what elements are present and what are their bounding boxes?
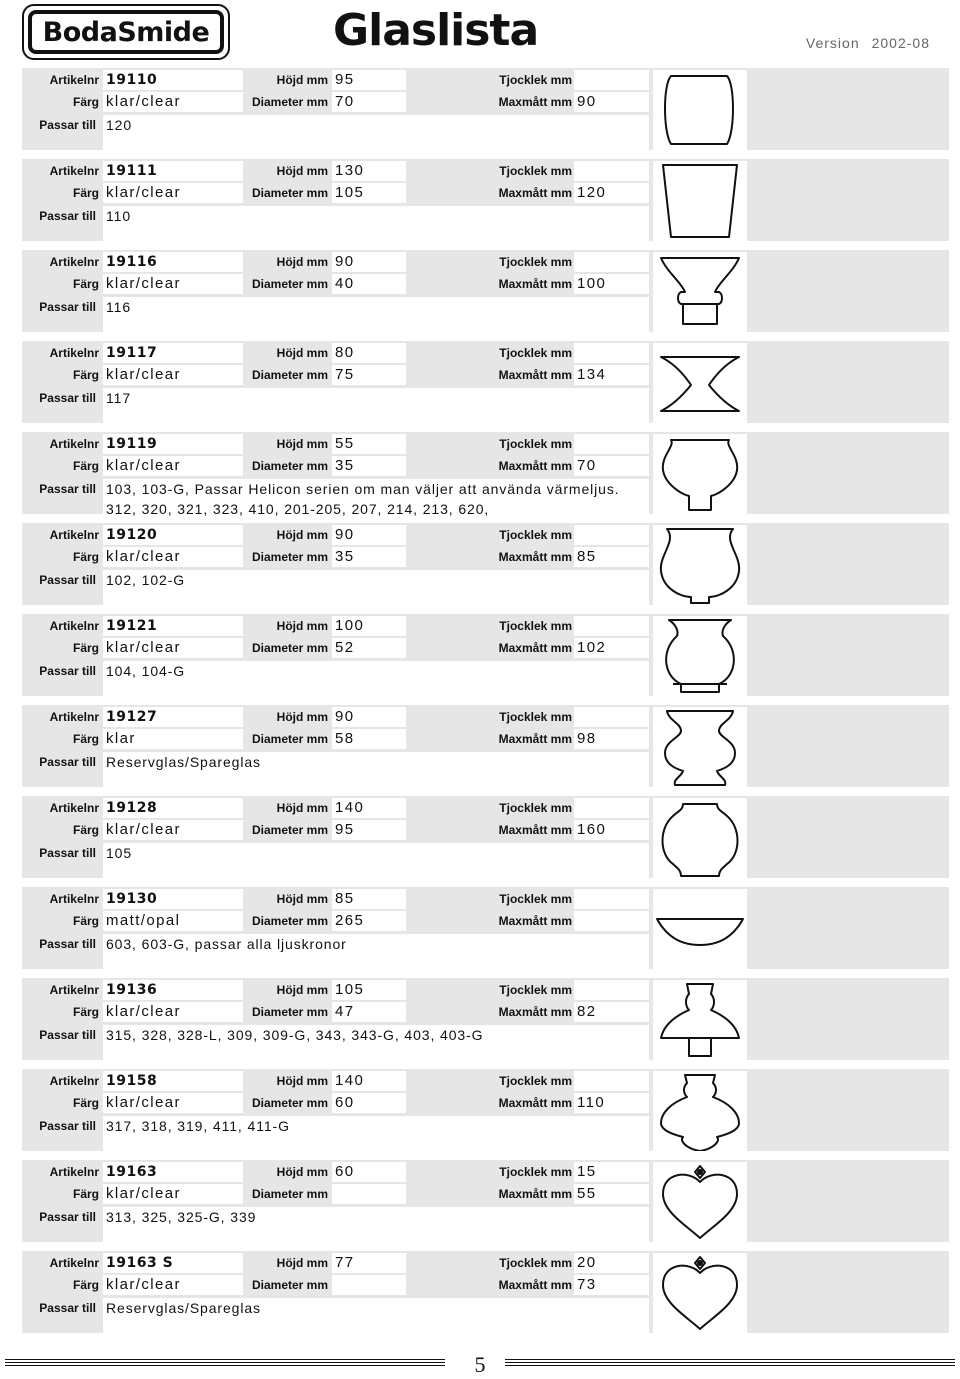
- tjocklek-value: [574, 798, 649, 818]
- maxmatt-value: 73: [574, 1275, 649, 1295]
- diameter-value: 60: [332, 1093, 406, 1113]
- diameter-label: Diameter mm: [251, 277, 328, 291]
- hojd-label: Höjd mm: [276, 801, 328, 815]
- glass-drawing: [653, 1253, 747, 1333]
- page-header: [0, 0, 960, 68]
- passar-value: 313, 325, 325-G, 339: [103, 1207, 649, 1249]
- hojd-value: 140: [332, 798, 406, 818]
- artikelnr-label: Artikelnr: [49, 255, 99, 269]
- diameter-value: 47: [332, 1002, 406, 1022]
- tjocklek-label: Tjocklek mm: [499, 437, 572, 451]
- passar-value: 116: [103, 297, 649, 339]
- artikelnr-value: 19130: [103, 889, 243, 909]
- passar-label: Passar till: [39, 209, 96, 223]
- glass-entry: [22, 159, 949, 250]
- maxmatt-value: 85: [574, 547, 649, 567]
- version-date: 2002-08: [871, 35, 930, 51]
- maxmatt-label: Maxmått mm: [498, 368, 572, 382]
- hojd-label: Höjd mm: [276, 255, 328, 269]
- maxmatt-value: 82: [574, 1002, 649, 1022]
- glass-entry: [22, 1160, 949, 1251]
- maxmatt-label: Maxmått mm: [498, 1096, 572, 1110]
- passar-value: 110: [103, 206, 649, 248]
- glass-drawing: [653, 707, 747, 787]
- farg-value: klar/clear: [103, 820, 243, 840]
- diameter-label: Diameter mm: [251, 1278, 328, 1292]
- hojd-value: 90: [332, 525, 406, 545]
- farg-value: klar/clear: [103, 1093, 243, 1113]
- tjocklek-label: Tjocklek mm: [499, 73, 572, 87]
- bell-shade-icon: [653, 980, 747, 1060]
- bodasmide-logo: [22, 4, 230, 60]
- farg-value: matt/opal: [103, 911, 243, 931]
- diameter-value: 105: [332, 183, 406, 203]
- farg-value: klar/clear: [103, 547, 243, 567]
- artikelnr-value: 19163: [103, 1162, 243, 1182]
- artikelnr-label: Artikelnr: [49, 346, 99, 360]
- tjocklek-label: Tjocklek mm: [499, 1165, 572, 1179]
- tjocklek-label: Tjocklek mm: [499, 983, 572, 997]
- passar-label: Passar till: [39, 1210, 96, 1224]
- urn-glass-icon: [653, 616, 747, 696]
- diameter-value: 75: [332, 365, 406, 385]
- passar-label: Passar till: [39, 1301, 96, 1315]
- maxmatt-label: Maxmått mm: [498, 914, 572, 928]
- hojd-label: Höjd mm: [276, 346, 328, 360]
- farg-value: klar/clear: [103, 365, 243, 385]
- drop-shade-icon: [653, 1071, 747, 1151]
- maxmatt-label: Maxmått mm: [498, 550, 572, 564]
- farg-label: Färg: [72, 186, 99, 200]
- artikelnr-value: 19121: [103, 616, 243, 636]
- passar-value: 104, 104-G: [103, 661, 649, 703]
- passar-label: Passar till: [39, 1119, 96, 1133]
- artikelnr-label: Artikelnr: [49, 164, 99, 178]
- diameter-value: [332, 1184, 406, 1204]
- double-flared-shade-icon: [653, 343, 747, 423]
- artikelnr-label: Artikelnr: [49, 1165, 99, 1179]
- glass-entry: [22, 887, 949, 978]
- page-number: 5: [474, 1352, 486, 1377]
- flat-dish-icon: [653, 889, 747, 969]
- artikelnr-value: 19117: [103, 343, 243, 363]
- hojd-label: Höjd mm: [276, 710, 328, 724]
- passar-value: 120: [103, 115, 649, 157]
- maxmatt-label: Maxmått mm: [498, 277, 572, 291]
- tulip-glass-icon: [653, 525, 747, 605]
- farg-value: klar/clear: [103, 1002, 243, 1022]
- hojd-value: 60: [332, 1162, 406, 1182]
- maxmatt-label: Maxmått mm: [498, 1278, 572, 1292]
- diameter-value: 52: [332, 638, 406, 658]
- tjocklek-label: Tjocklek mm: [499, 710, 572, 724]
- artikelnr-label: Artikelnr: [49, 73, 99, 87]
- maxmatt-label: Maxmått mm: [498, 1187, 572, 1201]
- tjocklek-label: Tjocklek mm: [499, 528, 572, 542]
- hojd-label: Höjd mm: [276, 619, 328, 633]
- diameter-label: Diameter mm: [251, 732, 328, 746]
- glass-entry: [22, 614, 949, 705]
- diameter-value: 35: [332, 456, 406, 476]
- bowl-shade-icon: [653, 434, 747, 514]
- farg-label: Färg: [72, 641, 99, 655]
- diameter-label: Diameter mm: [251, 368, 328, 382]
- footer-rule-left: [5, 1359, 445, 1368]
- glass-entry: [22, 1251, 949, 1342]
- farg-label: Färg: [72, 368, 99, 382]
- glass-drawing: [653, 343, 747, 423]
- farg-value: klar/clear: [103, 274, 243, 294]
- glass-list: [22, 68, 949, 1342]
- glass-drawing: [653, 434, 747, 514]
- artikelnr-value: 19111: [103, 161, 243, 181]
- glass-drawing: [653, 252, 747, 332]
- farg-value: klar/clear: [103, 638, 243, 658]
- artikelnr-value: 19110: [103, 70, 243, 90]
- hojd-value: 105: [332, 980, 406, 1000]
- maxmatt-value: 70: [574, 456, 649, 476]
- glass-drawing: [653, 525, 747, 605]
- tjocklek-label: Tjocklek mm: [499, 801, 572, 815]
- diameter-value: 70: [332, 92, 406, 112]
- maxmatt-label: Maxmått mm: [498, 186, 572, 200]
- tjocklek-value: [574, 343, 649, 363]
- heart-pendant-icon: [653, 1253, 747, 1333]
- hojd-value: 130: [332, 161, 406, 181]
- farg-label: Färg: [72, 277, 99, 291]
- glass-entry: [22, 68, 949, 159]
- diameter-value: 40: [332, 274, 406, 294]
- hojd-value: 85: [332, 889, 406, 909]
- farg-label: Färg: [72, 459, 99, 473]
- page-footer: [0, 1350, 960, 1379]
- glass-drawing: [653, 161, 747, 241]
- tjocklek-value: [574, 434, 649, 454]
- diameter-value: 35: [332, 547, 406, 567]
- tjocklek-label: Tjocklek mm: [499, 255, 572, 269]
- passar-label: Passar till: [39, 391, 96, 405]
- passar-value: Reservglas/Spareglas: [103, 1298, 649, 1340]
- diameter-label: Diameter mm: [251, 186, 328, 200]
- glass-entry: [22, 705, 949, 796]
- farg-label: Färg: [72, 732, 99, 746]
- tjocklek-value: [574, 707, 649, 727]
- artikelnr-label: Artikelnr: [49, 892, 99, 906]
- farg-label: Färg: [72, 1096, 99, 1110]
- passar-label: Passar till: [39, 846, 96, 860]
- glass-drawing: [653, 1071, 747, 1151]
- artikelnr-label: Artikelnr: [49, 983, 99, 997]
- artikelnr-value: 19128: [103, 798, 243, 818]
- passar-label: Passar till: [39, 664, 96, 678]
- glass-drawing: [653, 798, 747, 878]
- tjocklek-label: Tjocklek mm: [499, 346, 572, 360]
- maxmatt-label: Maxmått mm: [498, 823, 572, 837]
- tjocklek-value: [574, 889, 649, 909]
- farg-label: Färg: [72, 550, 99, 564]
- passar-label: Passar till: [39, 1028, 96, 1042]
- maxmatt-value: 110: [574, 1093, 649, 1113]
- glass-drawing: [653, 980, 747, 1060]
- farg-label: Färg: [72, 1005, 99, 1019]
- passar-value: 117: [103, 388, 649, 430]
- farg-value: klar/clear: [103, 1275, 243, 1295]
- maxmatt-value: 120: [574, 183, 649, 203]
- passar-label: Passar till: [39, 755, 96, 769]
- tjocklek-label: Tjocklek mm: [499, 1074, 572, 1088]
- maxmatt-label: Maxmått mm: [498, 641, 572, 655]
- glass-entry: [22, 796, 949, 887]
- glass-entry: [22, 523, 949, 614]
- farg-label: Färg: [72, 1278, 99, 1292]
- farg-value: klar/clear: [103, 92, 243, 112]
- version-label: Version: [805, 35, 860, 51]
- tjocklek-value: [574, 616, 649, 636]
- round-globe-icon: [653, 798, 747, 878]
- farg-label: Färg: [72, 1187, 99, 1201]
- diameter-label: Diameter mm: [251, 914, 328, 928]
- maxmatt-value: 98: [574, 729, 649, 749]
- artikelnr-value: 19127: [103, 707, 243, 727]
- farg-label: Färg: [72, 914, 99, 928]
- version-info: [806, 35, 930, 51]
- tjocklek-value: 15: [574, 1162, 649, 1182]
- maxmatt-label: Maxmått mm: [498, 459, 572, 473]
- maxmatt-value: 100: [574, 274, 649, 294]
- farg-value: klar/clear: [103, 183, 243, 203]
- diameter-label: Diameter mm: [251, 823, 328, 837]
- hojd-value: 90: [332, 252, 406, 272]
- diameter-label: Diameter mm: [251, 1096, 328, 1110]
- wavy-glass-icon: [653, 707, 747, 787]
- glass-drawing: [653, 616, 747, 696]
- hojd-value: 80: [332, 343, 406, 363]
- glass-drawing: [653, 889, 747, 969]
- hojd-value: 140: [332, 1071, 406, 1091]
- tjocklek-value: [574, 252, 649, 272]
- glass-entry: [22, 341, 949, 432]
- passar-value: 103, 103-G, Passar Helicon serien om man väljer att använda värmeljus. 312, 320, 321, 323, 410, 201-205, 207, 214, 213, 620,: [103, 479, 649, 521]
- cylinder-glass-icon: [653, 70, 747, 150]
- passar-value: 317, 318, 319, 411, 411-G: [103, 1116, 649, 1158]
- tjocklek-value: [574, 161, 649, 181]
- farg-label: Färg: [72, 95, 99, 109]
- tjocklek-label: Tjocklek mm: [499, 164, 572, 178]
- hojd-label: Höjd mm: [276, 164, 328, 178]
- hojd-value: 77: [332, 1253, 406, 1273]
- diameter-value: 95: [332, 820, 406, 840]
- hojd-value: 95: [332, 70, 406, 90]
- maxmatt-value: 134: [574, 365, 649, 385]
- artikelnr-value: 19158: [103, 1071, 243, 1091]
- diameter-label: Diameter mm: [251, 1187, 328, 1201]
- glass-entry: [22, 432, 949, 523]
- farg-value: klar/clear: [103, 1184, 243, 1204]
- passar-label: Passar till: [39, 118, 96, 132]
- hojd-label: Höjd mm: [276, 1256, 328, 1270]
- passar-label: Passar till: [39, 573, 96, 587]
- maxmatt-value: [574, 911, 649, 931]
- glass-entry: [22, 978, 949, 1069]
- maxmatt-label: Maxmått mm: [498, 95, 572, 109]
- tjocklek-value: [574, 70, 649, 90]
- maxmatt-value: 160: [574, 820, 649, 840]
- passar-label: Passar till: [39, 937, 96, 951]
- artikelnr-label: Artikelnr: [49, 437, 99, 451]
- artikelnr-value: 19119: [103, 434, 243, 454]
- passar-value: 105: [103, 843, 649, 885]
- logo-text: BodaSmide: [28, 10, 224, 54]
- tjocklek-value: [574, 980, 649, 1000]
- hojd-label: Höjd mm: [276, 892, 328, 906]
- tjocklek-value: [574, 525, 649, 545]
- flared-shade-icon: [653, 252, 747, 332]
- artikelnr-label: Artikelnr: [49, 1256, 99, 1270]
- hojd-label: Höjd mm: [276, 528, 328, 542]
- glass-entry: [22, 1069, 949, 1160]
- tjocklek-value: 20: [574, 1253, 649, 1273]
- artikelnr-label: Artikelnr: [49, 528, 99, 542]
- page-title: Glaslista: [333, 5, 539, 56]
- tall-cylinder-glass-icon: [653, 161, 747, 241]
- artikelnr-value: 19116: [103, 252, 243, 272]
- artikelnr-value: 19136: [103, 980, 243, 1000]
- passar-value: 102, 102-G: [103, 570, 649, 612]
- hojd-label: Höjd mm: [276, 1074, 328, 1088]
- diameter-value: 58: [332, 729, 406, 749]
- hojd-label: Höjd mm: [276, 1165, 328, 1179]
- diameter-label: Diameter mm: [251, 550, 328, 564]
- artikelnr-value: 19120: [103, 525, 243, 545]
- passar-value: 603, 603-G, passar alla ljuskronor: [103, 934, 649, 976]
- passar-label: Passar till: [39, 300, 96, 314]
- artikelnr-label: Artikelnr: [49, 710, 99, 724]
- hojd-value: 100: [332, 616, 406, 636]
- tjocklek-value: [574, 1071, 649, 1091]
- diameter-value: [332, 1275, 406, 1295]
- diameter-label: Diameter mm: [251, 641, 328, 655]
- diameter-label: Diameter mm: [251, 95, 328, 109]
- artikelnr-label: Artikelnr: [49, 801, 99, 815]
- passar-value: Reservglas/Spareglas: [103, 752, 649, 794]
- artikelnr-value: 19163 S: [103, 1253, 243, 1273]
- hojd-label: Höjd mm: [276, 437, 328, 451]
- glass-drawing: [653, 1162, 747, 1242]
- artikelnr-label: Artikelnr: [49, 1074, 99, 1088]
- hojd-label: Höjd mm: [276, 983, 328, 997]
- diameter-label: Diameter mm: [251, 1005, 328, 1019]
- glass-drawing: [653, 70, 747, 150]
- farg-label: Färg: [72, 823, 99, 837]
- maxmatt-label: Maxmått mm: [498, 1005, 572, 1019]
- farg-value: klar: [103, 729, 243, 749]
- passar-label: Passar till: [39, 482, 96, 496]
- diameter-label: Diameter mm: [251, 459, 328, 473]
- tjocklek-label: Tjocklek mm: [499, 1256, 572, 1270]
- tjocklek-label: Tjocklek mm: [499, 892, 572, 906]
- tjocklek-label: Tjocklek mm: [499, 619, 572, 633]
- heart-pendant-icon: [653, 1162, 747, 1242]
- maxmatt-label: Maxmått mm: [498, 732, 572, 746]
- artikelnr-label: Artikelnr: [49, 619, 99, 633]
- farg-value: klar/clear: [103, 456, 243, 476]
- hojd-label: Höjd mm: [276, 73, 328, 87]
- maxmatt-value: 102: [574, 638, 649, 658]
- footer-rule-right: [505, 1359, 955, 1368]
- glass-entry: [22, 250, 949, 341]
- hojd-value: 55: [332, 434, 406, 454]
- hojd-value: 90: [332, 707, 406, 727]
- diameter-value: 265: [332, 911, 406, 931]
- maxmatt-value: 55: [574, 1184, 649, 1204]
- maxmatt-value: 90: [574, 92, 649, 112]
- passar-value: 315, 328, 328-L, 309, 309-G, 343, 343-G, 403, 403-G: [103, 1025, 649, 1067]
